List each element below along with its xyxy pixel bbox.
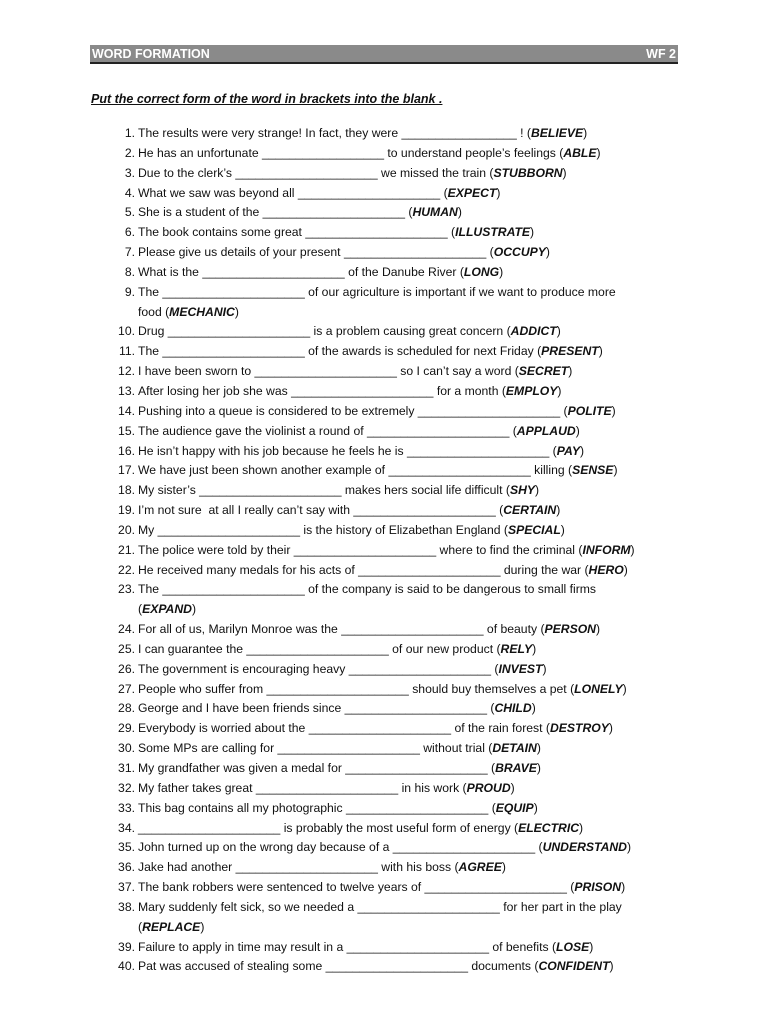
sentence-text: My grandfather was given a medal for _____________________ ( <box>138 761 496 775</box>
sentence-text: Some MPs are calling for _____________________ without trial ( <box>138 741 493 756</box>
exercise-item <box>105 362 680 382</box>
item-text <box>138 660 680 680</box>
sentence-text: He received many medals for his acts of _____________________ during the war ( <box>138 562 589 577</box>
sentence-text: ) <box>457 205 462 220</box>
item-text <box>138 382 680 402</box>
sentence-text: ) <box>501 860 506 875</box>
sentence-text: Please give us details of your present _____________________ ( <box>138 245 494 260</box>
item-text <box>138 838 680 858</box>
item-text <box>138 303 680 323</box>
sentence-text: ) <box>499 264 504 279</box>
root-word: OCCUPY <box>493 245 546 260</box>
root-word: UNDERSTAND <box>542 840 627 855</box>
item-text <box>138 541 680 561</box>
exercise-item <box>105 243 680 263</box>
root-word: APPLAUD <box>516 423 576 438</box>
sentence-text: ) <box>583 126 588 140</box>
item-text <box>138 461 680 481</box>
root-word: RELY <box>500 641 533 656</box>
exercise-item <box>105 620 680 640</box>
worksheet-title: WORD FORMATION <box>92 46 210 61</box>
item-number: 22. <box>118 562 135 577</box>
exercise-item <box>105 422 680 442</box>
sentence-text: ) <box>562 165 567 180</box>
item-number: 30. <box>118 741 135 756</box>
item-number: 12. <box>118 364 135 379</box>
exercise-item <box>105 938 680 958</box>
exercise-item <box>105 878 680 898</box>
item-text <box>138 342 680 362</box>
exercise-item <box>105 660 680 680</box>
root-word: HERO <box>588 562 624 577</box>
exercise-item <box>105 481 680 501</box>
root-word: ABLE <box>563 145 597 160</box>
item-text <box>138 362 680 382</box>
exercise-item <box>105 283 680 303</box>
item-text <box>138 759 680 779</box>
exercise-item <box>105 461 680 481</box>
item-number: 19. <box>118 503 135 518</box>
item-number: 20. <box>118 522 135 537</box>
item-text <box>138 561 680 581</box>
exercise-item-continuation <box>105 303 680 323</box>
sentence-text: For all of us, Marilyn Monroe was the _____________________ of beauty ( <box>138 622 545 637</box>
item-text <box>138 402 680 422</box>
sentence-text: The police were told by their _____________________ where to find the criminal ( <box>138 542 583 557</box>
sentence-text: ) <box>545 245 550 260</box>
item-number <box>105 918 135 938</box>
sentence-text: I have been sworn to _____________________ so I can’t say a word ( <box>138 364 519 379</box>
sentence-text: ) <box>234 304 239 319</box>
sentence-text: food ( <box>138 304 170 319</box>
item-text <box>138 620 680 640</box>
exercise-item <box>105 858 680 878</box>
root-word: EXPECT <box>447 185 497 200</box>
sentence-text: ) <box>532 641 537 656</box>
item-number: 37. <box>118 880 135 895</box>
root-word: LOSE <box>556 939 590 954</box>
exercise-item-continuation <box>105 918 680 938</box>
exercise-item <box>105 164 680 184</box>
item-text <box>138 322 680 342</box>
item-number: 8. <box>124 264 135 279</box>
item-text <box>138 719 680 739</box>
sentence-text: ) <box>579 820 584 835</box>
sentence-text: ) <box>535 483 540 498</box>
sentence-text: ) <box>557 383 562 398</box>
sentence-text: The government is encouraging heavy _____________________ ( <box>138 661 499 676</box>
sentence-text: The book contains some great _____________________ ( <box>138 225 456 240</box>
exercise-item <box>105 957 680 977</box>
sentence-text: Pushing into a queue is considered to be extremely _____________________ ( <box>138 403 568 418</box>
root-word: ADDICT <box>510 324 557 339</box>
sentence-text: Failure to apply in time may result in a _____________________ of benefits ( <box>138 939 557 954</box>
root-word: REPLACE <box>142 919 201 934</box>
item-number: 6. <box>124 225 135 240</box>
item-number: 38. <box>118 899 135 914</box>
exercise-item <box>105 442 680 462</box>
sentence-text: My father takes great _____________________ in his work ( <box>138 780 467 795</box>
sentence-text: What is the _____________________ of the Danube River ( <box>138 264 464 279</box>
exercise-item <box>105 223 680 243</box>
sentence-text: After losing her job she was _____________________ for a month ( <box>138 383 506 398</box>
exercise-item <box>105 898 680 918</box>
item-number: 15. <box>118 423 135 438</box>
header-bar <box>90 45 678 64</box>
exercise-item <box>105 144 680 164</box>
sentence-text: ( <box>138 919 143 934</box>
exercise-item <box>105 124 680 144</box>
sentence-text: We have just been shown another example of _____________________ killing ( <box>138 463 573 478</box>
sentence-text: ) <box>536 761 541 775</box>
sentence-text: Drug _____________________ is a problem causing great concern ( <box>138 324 511 339</box>
root-word: SPECIAL <box>507 522 561 537</box>
sentence-text: ) <box>630 542 635 557</box>
item-text <box>138 243 680 263</box>
sentence-text: Everybody is worried about the _____________________ of the rain forest ( <box>138 721 550 736</box>
sentence-text: The results were very strange! In fact, they were _________________ ! ( <box>138 126 531 140</box>
item-text <box>138 164 680 184</box>
sentence-text: ) <box>531 701 536 716</box>
item-number: 13. <box>118 383 135 398</box>
exercise-item <box>105 640 680 660</box>
item-text <box>138 223 680 243</box>
sentence-text: ) <box>626 840 632 855</box>
sentence-text: Mary suddenly felt sick, so we needed a _____________________ for her part in the play <box>138 899 622 914</box>
root-word: CHILD <box>494 701 532 716</box>
item-number: 2. <box>124 145 135 160</box>
root-word: DESTROY <box>549 721 609 736</box>
exercise-item <box>105 541 680 561</box>
sentence-text: She is a student of the _____________________ ( <box>138 205 413 220</box>
sentence-text: The bank robbers were sentenced to twelve years of _____________________ ( <box>138 880 575 895</box>
item-number: 32. <box>118 780 135 795</box>
item-number: 10. <box>118 324 135 339</box>
item-text <box>138 263 680 283</box>
item-text <box>138 779 680 799</box>
sentence-text: ) <box>580 443 585 458</box>
exercise-item-continuation <box>105 600 680 620</box>
sentence-text: ) <box>623 562 628 577</box>
item-text <box>138 680 680 700</box>
sentence-text: ) <box>575 423 580 438</box>
item-number: 5. <box>124 205 135 220</box>
root-word: EMPLOY <box>505 383 558 398</box>
exercise-item <box>105 819 680 839</box>
item-number: 33. <box>118 800 135 815</box>
item-text <box>138 442 680 462</box>
sentence-text: He isn’t happy with his job because he feels he is _____________________ ( <box>138 443 557 458</box>
sentence-text: My _____________________ is the history of Elizabethan England ( <box>138 522 508 537</box>
sentence-text: ) <box>613 463 618 478</box>
item-number: 40. <box>118 959 135 974</box>
item-text <box>138 481 680 501</box>
item-text <box>138 521 680 541</box>
sentence-text: George and I have been friends since _____________________ ( <box>138 701 495 716</box>
item-number <box>105 303 135 323</box>
sentence-text: Due to the clerk’s _____________________ we missed the train ( <box>138 165 494 180</box>
item-number: 36. <box>118 860 135 875</box>
root-word: LONG <box>463 264 500 279</box>
instruction-text: Put the correct form of the word in brackets into the blank . <box>91 92 443 106</box>
exercise-item <box>105 263 680 283</box>
sentence-text: ) <box>556 324 561 339</box>
item-number: 14. <box>118 403 135 418</box>
root-word: ELECTRIC <box>518 820 580 835</box>
sentence-text: My sister’s _____________________ makes hers social life difficult ( <box>138 483 510 498</box>
item-text <box>138 124 680 144</box>
root-word: LONELY <box>574 681 623 696</box>
exercise-item <box>105 719 680 739</box>
item-number: 11. <box>118 344 135 359</box>
sentence-text: This bag contains all my photographic _____________________ ( <box>138 800 496 815</box>
sentence-text: I’m not sure at all I really can’t say with _____________________ ( <box>138 503 504 518</box>
item-number: 9. <box>124 284 135 299</box>
item-number: 34. <box>118 820 135 835</box>
root-word: EXPAND <box>142 602 192 617</box>
root-word: CONFIDENT <box>538 959 610 974</box>
exercise-item <box>105 382 680 402</box>
sentence-text: ) <box>621 880 626 895</box>
sentence-text: ) <box>191 602 197 617</box>
sentence-text: ) <box>611 403 616 418</box>
exercise-item <box>105 402 680 422</box>
sentence-text: ) <box>530 225 535 240</box>
exercise-item <box>105 759 680 779</box>
root-word: SECRET <box>518 364 569 379</box>
exercise-item <box>105 699 680 719</box>
root-word: SENSE <box>572 463 614 478</box>
item-number: 4. <box>124 185 135 200</box>
sentence-text: ) <box>568 364 573 379</box>
root-word: PRISON <box>574 880 622 895</box>
item-number: 16. <box>118 443 135 458</box>
sentence-text: ) <box>609 959 614 974</box>
root-word: INVEST <box>498 661 543 676</box>
root-word: DETAIN <box>492 741 537 756</box>
item-number: 17. <box>118 463 135 478</box>
item-number: 1. <box>124 126 135 140</box>
sentence-text: What we saw was beyond all _____________________ ( <box>138 185 448 200</box>
root-word: BELIEVE <box>530 126 584 140</box>
item-text <box>138 858 680 878</box>
root-word: EQUIP <box>495 800 534 815</box>
sentence-text: ) <box>510 780 515 795</box>
item-number: 27. <box>118 681 135 696</box>
sentence-text: _____________________ is probably the most useful form of energy ( <box>138 820 519 835</box>
item-text <box>138 938 680 958</box>
root-word: PRESENT <box>541 344 599 359</box>
item-number: 21. <box>118 542 135 557</box>
root-word: PERSON <box>544 622 596 637</box>
sentence-text: ) <box>496 185 501 200</box>
exercise-item <box>105 342 680 362</box>
item-number: 39. <box>118 939 135 954</box>
root-word: INFORM <box>582 542 631 557</box>
exercise-item <box>105 322 680 342</box>
sentence-text: ) <box>200 919 205 934</box>
sentence-text: ) <box>608 721 613 736</box>
sentence-text: ) <box>536 741 541 756</box>
root-word: POLITE <box>567 403 612 418</box>
item-number: 23. <box>118 582 135 597</box>
worksheet-code: WF 2 <box>646 46 676 61</box>
exercise-item <box>105 561 680 581</box>
item-number <box>105 600 135 620</box>
item-number: 35. <box>118 840 135 855</box>
item-text <box>138 600 680 620</box>
item-text <box>138 918 680 938</box>
item-text <box>138 283 680 303</box>
exercise-item <box>105 501 680 521</box>
root-word: SHY <box>509 483 536 498</box>
item-text <box>138 957 680 977</box>
sentence-text: ) <box>622 681 627 696</box>
sentence-text: ) <box>596 622 601 637</box>
sentence-text: ) <box>589 939 594 954</box>
sentence-text: I can guarantee the _____________________ of our new product ( <box>138 641 501 656</box>
item-text <box>138 799 680 819</box>
item-text <box>138 203 680 223</box>
root-word: AGREE <box>458 860 502 875</box>
sentence-text: He has an unfortunate __________________ to understand people’s feelings ( <box>138 145 564 160</box>
item-number: 7. <box>124 245 135 260</box>
sentence-text: ) <box>556 503 561 518</box>
item-text <box>138 878 680 898</box>
root-word: PROUD <box>466 780 511 795</box>
exercise-list <box>105 124 680 977</box>
item-text <box>138 580 680 600</box>
sentence-text: ) <box>533 800 538 815</box>
root-word: ILLUSTRATE <box>455 225 531 240</box>
exercise-item <box>105 838 680 858</box>
item-text <box>138 640 680 660</box>
exercise-item <box>105 779 680 799</box>
sentence-text: Jake had another _____________________ with his boss ( <box>138 860 459 875</box>
item-number: 28. <box>118 701 135 716</box>
sentence-text: The audience gave the violinist a round of _____________________ ( <box>138 423 517 438</box>
root-word: STUBBORN <box>493 165 563 180</box>
exercise-item <box>105 521 680 541</box>
item-text <box>138 898 680 918</box>
item-number: 18. <box>118 483 135 498</box>
sentence-text: ( <box>138 602 143 617</box>
sentence-text: The _____________________ of our agriculture is important if we want to produce more <box>138 284 616 299</box>
item-text <box>138 699 680 719</box>
sentence-text: Pat was accused of stealing some _____________________ documents ( <box>138 959 539 974</box>
root-word: CERTAIN <box>503 503 557 518</box>
item-text <box>138 144 680 164</box>
item-text <box>138 739 680 759</box>
exercise-item <box>105 184 680 204</box>
item-text <box>138 422 680 442</box>
sentence-text: ) <box>542 661 547 676</box>
sentence-text: People who suffer from _____________________ should buy themselves a pet ( <box>138 681 575 696</box>
item-number: 3. <box>124 165 135 180</box>
sentence-text: The _____________________ of the company is said to be dangerous to small firms <box>138 582 597 597</box>
sentence-text: The _____________________ of the awards is scheduled for next Friday ( <box>138 344 542 359</box>
exercise-item <box>105 680 680 700</box>
item-text <box>138 819 680 839</box>
item-number: 25. <box>118 641 135 656</box>
item-number: 26. <box>118 661 135 676</box>
exercise-item <box>105 203 680 223</box>
exercise-item <box>105 799 680 819</box>
exercise-item <box>105 739 680 759</box>
item-text <box>138 184 680 204</box>
sentence-text: John turned up on the wrong day because of a _____________________ ( <box>138 840 543 855</box>
sentence-text: ) <box>596 145 601 160</box>
root-word: HUMAN <box>412 205 458 220</box>
sentence-text: ) <box>560 522 565 537</box>
item-number: 29. <box>118 721 135 736</box>
sentence-text: ) <box>598 344 603 359</box>
item-text <box>138 501 680 521</box>
root-word: BRAVE <box>495 761 537 775</box>
root-word: MECHANIC <box>169 304 235 319</box>
root-word: PAY <box>556 443 580 458</box>
item-number: 31. <box>118 761 135 775</box>
item-number: 24. <box>118 622 135 637</box>
exercise-item <box>105 580 680 600</box>
